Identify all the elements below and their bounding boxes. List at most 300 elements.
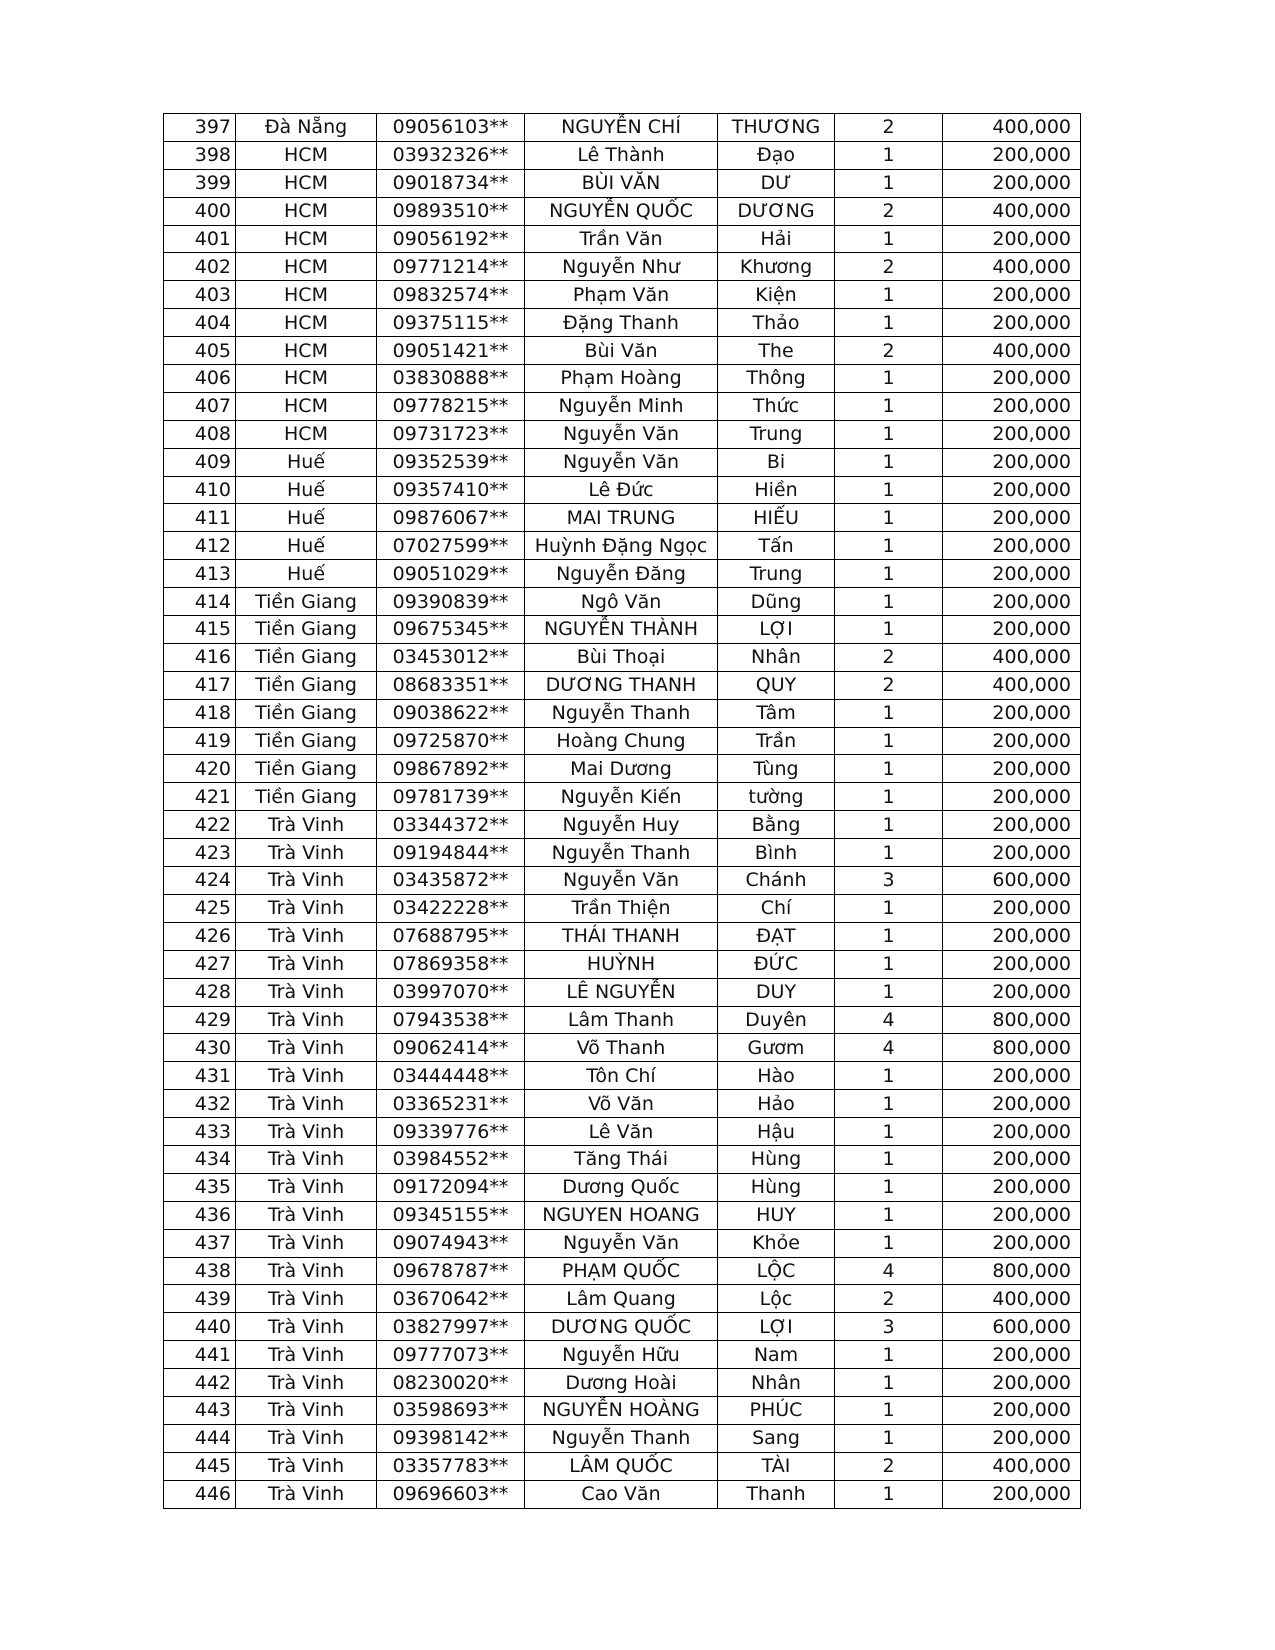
- stt-cell: 406: [164, 365, 236, 393]
- given-name-cell: Hảo: [718, 1090, 835, 1118]
- given-name-cell: QUY: [718, 671, 835, 699]
- amount-cell: 200,000: [943, 894, 1081, 922]
- amount-cell: 200,000: [943, 727, 1081, 755]
- surname-cell: Nguyễn Kiến: [525, 783, 718, 811]
- surname-cell: Võ Thanh: [525, 1034, 718, 1062]
- province-cell: Trà Vinh: [236, 1424, 377, 1452]
- stt-cell: 413: [164, 560, 236, 588]
- phone-cell: 09062414**: [377, 1034, 525, 1062]
- phone-cell: 09777073**: [377, 1341, 525, 1369]
- given-name-cell: PHÚC: [718, 1396, 835, 1424]
- given-name-cell: DƯ: [718, 169, 835, 197]
- quantity-cell: 2: [835, 114, 943, 142]
- table-row: [164, 1229, 1081, 1257]
- given-name-cell: Tâm: [718, 699, 835, 727]
- stt-cell: 430: [164, 1034, 236, 1062]
- surname-cell: NGUYỄN CHÍ: [525, 114, 718, 142]
- given-name-cell: LỢI: [718, 1313, 835, 1341]
- province-cell: Tiền Giang: [236, 755, 377, 783]
- quantity-cell: 1: [835, 365, 943, 393]
- given-name-cell: HIẾU: [718, 504, 835, 532]
- surname-cell: Phạm Hoàng: [525, 365, 718, 393]
- province-cell: Trà Vinh: [236, 1452, 377, 1480]
- stt-cell: 397: [164, 114, 236, 142]
- given-name-cell: Hải: [718, 225, 835, 253]
- amount-cell: 400,000: [943, 643, 1081, 671]
- amount-cell: 200,000: [943, 1118, 1081, 1146]
- stt-cell: 425: [164, 894, 236, 922]
- phone-cell: 09696603**: [377, 1480, 525, 1508]
- quantity-cell: 1: [835, 281, 943, 309]
- quantity-cell: 1: [835, 141, 943, 169]
- amount-cell: 200,000: [943, 365, 1081, 393]
- province-cell: Huế: [236, 448, 377, 476]
- quantity-cell: 1: [835, 839, 943, 867]
- table-row: [164, 476, 1081, 504]
- province-cell: Trà Vinh: [236, 1090, 377, 1118]
- given-name-cell: Nhân: [718, 643, 835, 671]
- phone-cell: 03830888**: [377, 365, 525, 393]
- table-row: [164, 225, 1081, 253]
- surname-cell: Nguyễn Hữu: [525, 1341, 718, 1369]
- given-name-cell: Hậu: [718, 1118, 835, 1146]
- amount-cell: 200,000: [943, 699, 1081, 727]
- stt-cell: 411: [164, 504, 236, 532]
- quantity-cell: 1: [835, 783, 943, 811]
- phone-cell: 03435872**: [377, 867, 525, 895]
- given-name-cell: Duyên: [718, 1006, 835, 1034]
- stt-cell: 422: [164, 811, 236, 839]
- province-cell: Huế: [236, 532, 377, 560]
- stt-cell: 441: [164, 1341, 236, 1369]
- amount-cell: 800,000: [943, 1006, 1081, 1034]
- given-name-cell: Lộc: [718, 1285, 835, 1313]
- province-cell: Huế: [236, 560, 377, 588]
- phone-cell: 09731723**: [377, 420, 525, 448]
- amount-cell: 200,000: [943, 392, 1081, 420]
- phone-cell: 09074943**: [377, 1229, 525, 1257]
- quantity-cell: 1: [835, 950, 943, 978]
- table-row: [164, 1396, 1081, 1424]
- stt-cell: 429: [164, 1006, 236, 1034]
- province-cell: Trà Vinh: [236, 1313, 377, 1341]
- phone-cell: 03357783**: [377, 1452, 525, 1480]
- amount-cell: 200,000: [943, 1090, 1081, 1118]
- surname-cell: Lê Thành: [525, 141, 718, 169]
- amount-cell: 200,000: [943, 532, 1081, 560]
- table-row: [164, 1062, 1081, 1090]
- quantity-cell: 1: [835, 1201, 943, 1229]
- stt-cell: 442: [164, 1369, 236, 1397]
- given-name-cell: DUY: [718, 978, 835, 1006]
- surname-cell: PHẠM QUỐC: [525, 1257, 718, 1285]
- province-cell: Trà Vinh: [236, 811, 377, 839]
- amount-cell: 200,000: [943, 839, 1081, 867]
- table-row: [164, 867, 1081, 895]
- province-cell: Trà Vinh: [236, 894, 377, 922]
- phone-cell: 09357410**: [377, 476, 525, 504]
- given-name-cell: Thanh: [718, 1480, 835, 1508]
- quantity-cell: 1: [835, 504, 943, 532]
- quantity-cell: 1: [835, 1090, 943, 1118]
- stt-cell: 419: [164, 727, 236, 755]
- phone-cell: 08230020**: [377, 1369, 525, 1397]
- quantity-cell: 1: [835, 727, 943, 755]
- amount-cell: 200,000: [943, 1229, 1081, 1257]
- table-row: [164, 337, 1081, 365]
- surname-cell: DƯƠNG THANH: [525, 671, 718, 699]
- amount-cell: 800,000: [943, 1034, 1081, 1062]
- province-cell: Trà Vinh: [236, 1396, 377, 1424]
- table-row: [164, 839, 1081, 867]
- amount-cell: 200,000: [943, 978, 1081, 1006]
- province-cell: Tiền Giang: [236, 643, 377, 671]
- phone-cell: 09771214**: [377, 253, 525, 281]
- phone-cell: 07943538**: [377, 1006, 525, 1034]
- quantity-cell: 2: [835, 337, 943, 365]
- phone-cell: 09675345**: [377, 616, 525, 644]
- given-name-cell: Hùng: [718, 1173, 835, 1201]
- province-cell: Trà Vinh: [236, 922, 377, 950]
- surname-cell: Nguyễn Đăng: [525, 560, 718, 588]
- table-row: [164, 1090, 1081, 1118]
- given-name-cell: Khương: [718, 253, 835, 281]
- given-name-cell: DƯƠNG: [718, 197, 835, 225]
- surname-cell: Cao Văn: [525, 1480, 718, 1508]
- phone-cell: 09398142**: [377, 1424, 525, 1452]
- stt-cell: 409: [164, 448, 236, 476]
- province-cell: Đà Nẵng: [236, 114, 377, 142]
- province-cell: Tiền Giang: [236, 727, 377, 755]
- given-name-cell: Bằng: [718, 811, 835, 839]
- surname-cell: Nguyễn Văn: [525, 448, 718, 476]
- surname-cell: Tôn Chí: [525, 1062, 718, 1090]
- amount-cell: 400,000: [943, 253, 1081, 281]
- table-row: [164, 141, 1081, 169]
- province-cell: Tiền Giang: [236, 616, 377, 644]
- amount-cell: 200,000: [943, 922, 1081, 950]
- phone-cell: 03984552**: [377, 1145, 525, 1173]
- stt-cell: 421: [164, 783, 236, 811]
- phone-cell: 07027599**: [377, 532, 525, 560]
- given-name-cell: Tấn: [718, 532, 835, 560]
- quantity-cell: 1: [835, 532, 943, 560]
- phone-cell: 09725870**: [377, 727, 525, 755]
- table-row: [164, 1369, 1081, 1397]
- quantity-cell: 1: [835, 1369, 943, 1397]
- surname-cell: Mai Dương: [525, 755, 718, 783]
- phone-cell: 09832574**: [377, 281, 525, 309]
- table-row: [164, 1257, 1081, 1285]
- province-cell: Trà Vinh: [236, 1480, 377, 1508]
- amount-cell: 200,000: [943, 1369, 1081, 1397]
- phone-cell: 03932326**: [377, 141, 525, 169]
- amount-cell: 200,000: [943, 448, 1081, 476]
- table-row: [164, 448, 1081, 476]
- province-cell: Trà Vinh: [236, 1062, 377, 1090]
- stt-cell: 438: [164, 1257, 236, 1285]
- surname-cell: Tăng Thái: [525, 1145, 718, 1173]
- phone-cell: 09051029**: [377, 560, 525, 588]
- province-cell: Trà Vinh: [236, 1145, 377, 1173]
- table-row: [164, 616, 1081, 644]
- given-name-cell: Tùng: [718, 755, 835, 783]
- given-name-cell: LỢI: [718, 616, 835, 644]
- table-row: [164, 1145, 1081, 1173]
- surname-cell: Nguyễn Thanh: [525, 699, 718, 727]
- phone-cell: 09352539**: [377, 448, 525, 476]
- province-cell: Trà Vinh: [236, 1341, 377, 1369]
- surname-cell: Hoàng Chung: [525, 727, 718, 755]
- table-row: [164, 392, 1081, 420]
- phone-cell: 09781739**: [377, 783, 525, 811]
- surname-cell: DƯƠNG QUỐC: [525, 1313, 718, 1341]
- given-name-cell: Nam: [718, 1341, 835, 1369]
- surname-cell: NGUYỄN HOÀNG: [525, 1396, 718, 1424]
- surname-cell: Bùi Thoại: [525, 643, 718, 671]
- table-row: [164, 1173, 1081, 1201]
- given-name-cell: Kiện: [718, 281, 835, 309]
- quantity-cell: 2: [835, 253, 943, 281]
- given-name-cell: Chánh: [718, 867, 835, 895]
- quantity-cell: 1: [835, 1341, 943, 1369]
- stt-cell: 417: [164, 671, 236, 699]
- given-name-cell: Chí: [718, 894, 835, 922]
- given-name-cell: Thức: [718, 392, 835, 420]
- quantity-cell: 1: [835, 1145, 943, 1173]
- phone-cell: 09893510**: [377, 197, 525, 225]
- province-cell: Trà Vinh: [236, 1118, 377, 1146]
- quantity-cell: 2: [835, 1285, 943, 1313]
- quantity-cell: 1: [835, 225, 943, 253]
- amount-cell: 200,000: [943, 1341, 1081, 1369]
- stt-cell: 410: [164, 476, 236, 504]
- given-name-cell: LỘC: [718, 1257, 835, 1285]
- surname-cell: Trần Văn: [525, 225, 718, 253]
- stt-cell: 418: [164, 699, 236, 727]
- amount-cell: 400,000: [943, 114, 1081, 142]
- province-cell: Trà Vinh: [236, 1034, 377, 1062]
- given-name-cell: Đạo: [718, 141, 835, 169]
- stt-cell: 402: [164, 253, 236, 281]
- table-row: [164, 1480, 1081, 1508]
- surname-cell: Đặng Thanh: [525, 309, 718, 337]
- surname-cell: Nguyễn Thanh: [525, 839, 718, 867]
- stt-cell: 399: [164, 169, 236, 197]
- phone-cell: 09867892**: [377, 755, 525, 783]
- phone-cell: 09375115**: [377, 309, 525, 337]
- province-cell: HCM: [236, 281, 377, 309]
- surname-cell: Nguyễn Như: [525, 253, 718, 281]
- province-cell: HCM: [236, 392, 377, 420]
- stt-cell: 416: [164, 643, 236, 671]
- table-row: [164, 1118, 1081, 1146]
- surname-cell: Nguyễn Văn: [525, 420, 718, 448]
- amount-cell: 600,000: [943, 1313, 1081, 1341]
- table-row: [164, 727, 1081, 755]
- table-row: [164, 922, 1081, 950]
- amount-cell: 400,000: [943, 197, 1081, 225]
- phone-cell: 09018734**: [377, 169, 525, 197]
- given-name-cell: Thông: [718, 365, 835, 393]
- amount-cell: 800,000: [943, 1257, 1081, 1285]
- amount-cell: 200,000: [943, 783, 1081, 811]
- phone-cell: 09056192**: [377, 225, 525, 253]
- given-name-cell: Bình: [718, 839, 835, 867]
- surname-cell: Bùi Văn: [525, 337, 718, 365]
- stt-cell: 408: [164, 420, 236, 448]
- surname-cell: LÂM QUỐC: [525, 1452, 718, 1480]
- quantity-cell: 1: [835, 699, 943, 727]
- surname-cell: Nguyễn Thanh: [525, 1424, 718, 1452]
- surname-cell: Nguyễn Minh: [525, 392, 718, 420]
- stt-cell: 439: [164, 1285, 236, 1313]
- surname-cell: BÙI VĂN: [525, 169, 718, 197]
- stt-cell: 424: [164, 867, 236, 895]
- province-cell: HCM: [236, 365, 377, 393]
- province-cell: Tiền Giang: [236, 671, 377, 699]
- table-row: [164, 1341, 1081, 1369]
- given-name-cell: ĐẠT: [718, 922, 835, 950]
- stt-cell: 426: [164, 922, 236, 950]
- amount-cell: 600,000: [943, 867, 1081, 895]
- table-row: [164, 1006, 1081, 1034]
- phone-cell: 09876067**: [377, 504, 525, 532]
- surname-cell: Lê Văn: [525, 1118, 718, 1146]
- surname-cell: LÊ NGUYỄN: [525, 978, 718, 1006]
- surname-cell: Nguyễn Huy: [525, 811, 718, 839]
- given-name-cell: Sang: [718, 1424, 835, 1452]
- table-row: [164, 1424, 1081, 1452]
- quantity-cell: 2: [835, 671, 943, 699]
- province-cell: Trà Vinh: [236, 839, 377, 867]
- province-cell: Trà Vinh: [236, 1201, 377, 1229]
- table-row: [164, 671, 1081, 699]
- stt-cell: 440: [164, 1313, 236, 1341]
- surname-cell: Ngô Văn: [525, 588, 718, 616]
- stt-cell: 444: [164, 1424, 236, 1452]
- province-cell: Trà Vinh: [236, 1369, 377, 1397]
- amount-cell: 400,000: [943, 671, 1081, 699]
- given-name-cell: HUY: [718, 1201, 835, 1229]
- phone-cell: 07869358**: [377, 950, 525, 978]
- amount-cell: 400,000: [943, 1285, 1081, 1313]
- amount-cell: 200,000: [943, 141, 1081, 169]
- table-row: [164, 114, 1081, 142]
- table-row: [164, 755, 1081, 783]
- stt-cell: 446: [164, 1480, 236, 1508]
- stt-cell: 420: [164, 755, 236, 783]
- table-row: [164, 1452, 1081, 1480]
- quantity-cell: 1: [835, 560, 943, 588]
- quantity-cell: 1: [835, 1229, 943, 1257]
- given-name-cell: Khỏe: [718, 1229, 835, 1257]
- table-row: [164, 588, 1081, 616]
- stt-cell: 443: [164, 1396, 236, 1424]
- surname-cell: MAI TRUNG: [525, 504, 718, 532]
- amount-cell: 200,000: [943, 950, 1081, 978]
- surname-cell: Lê Đức: [525, 476, 718, 504]
- surname-cell: THÁI THANH: [525, 922, 718, 950]
- stt-cell: 401: [164, 225, 236, 253]
- quantity-cell: 1: [835, 1396, 943, 1424]
- quantity-cell: 1: [835, 392, 943, 420]
- quantity-cell: 1: [835, 1118, 943, 1146]
- stt-cell: 415: [164, 616, 236, 644]
- given-name-cell: Hiền: [718, 476, 835, 504]
- table-row: [164, 783, 1081, 811]
- quantity-cell: 4: [835, 1006, 943, 1034]
- amount-cell: 200,000: [943, 420, 1081, 448]
- quantity-cell: 4: [835, 1257, 943, 1285]
- surname-cell: Dương Quốc: [525, 1173, 718, 1201]
- phone-cell: 09390839**: [377, 588, 525, 616]
- given-name-cell: Bi: [718, 448, 835, 476]
- phone-cell: 09038622**: [377, 699, 525, 727]
- table-row: [164, 560, 1081, 588]
- quantity-cell: 1: [835, 1173, 943, 1201]
- quantity-cell: 1: [835, 811, 943, 839]
- table-row: [164, 643, 1081, 671]
- given-name-cell: The: [718, 337, 835, 365]
- quantity-cell: 1: [835, 476, 943, 504]
- given-name-cell: Hùng: [718, 1145, 835, 1173]
- stt-cell: 437: [164, 1229, 236, 1257]
- quantity-cell: 2: [835, 1452, 943, 1480]
- phone-cell: 09056103**: [377, 114, 525, 142]
- stt-cell: 433: [164, 1118, 236, 1146]
- surname-cell: Phạm Văn: [525, 281, 718, 309]
- province-cell: HCM: [236, 253, 377, 281]
- table-row: [164, 197, 1081, 225]
- quantity-cell: 1: [835, 1062, 943, 1090]
- amount-cell: 200,000: [943, 281, 1081, 309]
- quantity-cell: 4: [835, 1034, 943, 1062]
- phone-cell: 09339776**: [377, 1118, 525, 1146]
- table-row: [164, 169, 1081, 197]
- quantity-cell: 1: [835, 755, 943, 783]
- table-row: [164, 504, 1081, 532]
- province-cell: Trà Vinh: [236, 978, 377, 1006]
- province-cell: HCM: [236, 225, 377, 253]
- stt-cell: 434: [164, 1145, 236, 1173]
- amount-cell: 200,000: [943, 1173, 1081, 1201]
- phone-cell: 09778215**: [377, 392, 525, 420]
- surname-cell: NGUYEN HOANG: [525, 1201, 718, 1229]
- phone-cell: 09345155**: [377, 1201, 525, 1229]
- province-cell: Tiền Giang: [236, 783, 377, 811]
- table-row: [164, 309, 1081, 337]
- province-cell: HCM: [236, 197, 377, 225]
- amount-cell: 200,000: [943, 560, 1081, 588]
- quantity-cell: 1: [835, 1424, 943, 1452]
- quantity-cell: 3: [835, 867, 943, 895]
- given-name-cell: THƯƠNG: [718, 114, 835, 142]
- stt-cell: 398: [164, 141, 236, 169]
- province-cell: Trà Vinh: [236, 1229, 377, 1257]
- amount-cell: 200,000: [943, 225, 1081, 253]
- surname-cell: Dương Hoài: [525, 1369, 718, 1397]
- quantity-cell: 1: [835, 894, 943, 922]
- surname-cell: Lâm Thanh: [525, 1006, 718, 1034]
- quantity-cell: 2: [835, 197, 943, 225]
- given-name-cell: Nhân: [718, 1369, 835, 1397]
- table-row: [164, 281, 1081, 309]
- stt-cell: 427: [164, 950, 236, 978]
- province-cell: HCM: [236, 337, 377, 365]
- quantity-cell: 1: [835, 1480, 943, 1508]
- province-cell: Huế: [236, 476, 377, 504]
